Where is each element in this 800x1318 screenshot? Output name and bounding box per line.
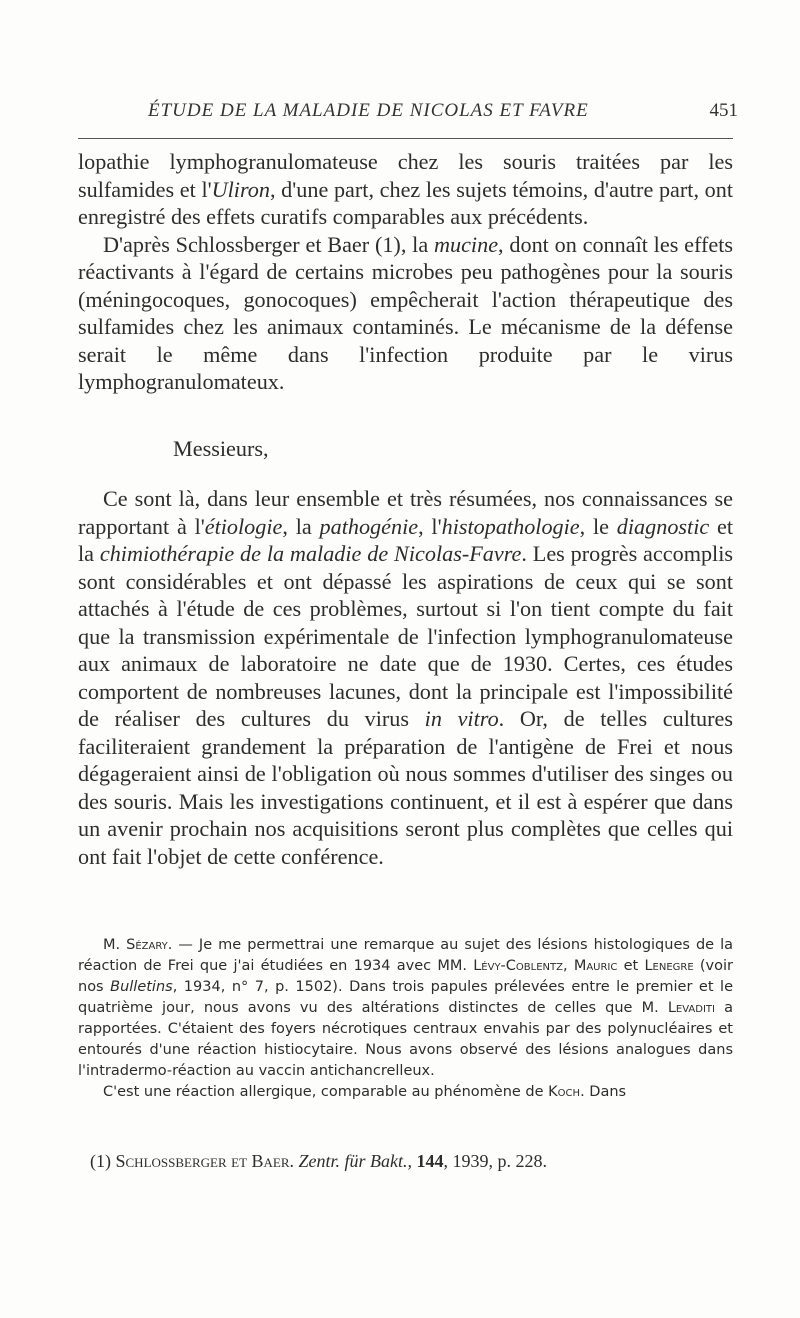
emphasis-etiologie: étiologie	[204, 513, 283, 539]
header-rule	[78, 138, 733, 139]
emphasis-mucine: mucine	[433, 231, 499, 257]
paragraph-2: D'après Schlossberger et Baer (1), la mucine, dont on connaît les effets réactivants à l'égard de certains microbes peu pathogènes pour la souris (méningocoques, gonocoques) empêcherait l'action thérapeutique des sulfamides chez les animaux contaminés. Le mécanisme de la défense serait le même dans l'infection produite par le virus lymphogranulomateux.	[78, 231, 733, 394]
name-levaditi: Levaditi	[667, 1000, 715, 1016]
footnote-volume: 144	[416, 1151, 444, 1171]
page-number: 451	[709, 100, 738, 121]
footnote-number: (1)	[90, 1151, 111, 1171]
name-lenegre: Lenegre	[644, 958, 694, 974]
running-title: ÉTUDE DE LA MALADIE DE NICOLAS ET FAVRE	[148, 100, 589, 121]
running-header	[78, 100, 738, 130]
name-koch: Koch	[548, 1084, 581, 1100]
footnote-rest: , 1939, p. 228.	[443, 1151, 548, 1171]
emphasis-histopathologie: histopathologie	[441, 513, 580, 539]
note-paragraph-2: C'est une réaction allergique, comparable au phénomène de Koch. Dans	[103, 1084, 627, 1100]
paragraph-3: Ce sont là, dans leur ensemble et très résumées, nos connaissances se rapportant à l'étiologie, la pathogénie, l'histopathologie, le diagnostic et la chimiothérapie de la maladie de Nicolas-Favre. Les progrès accomplis sont considérables et ont dépassé les aspirations de ceux qui se sont attachés à l'étude de ces problèmes, surtout si l'on tient compte du fait que la transmission expérimentale de l'infection lymphogranulomateuse aux animaux de laboratoire ne date que de 1930. Certes, ces études comportent de nombreuses lacunes, dont la principale est l'impossibilité de réaliser des cultures du virus in vitro. Or, de telles cultures faciliteraient grandement la préparation de l'antigène de Frei et nous dégageraient ainsi de l'obligation où nous sommes d'utiliser des singes ou des souris. Mais les investigations continuent, et il est à espérer que dans un avenir prochain nos acquisitions seront plus complètes que celles qui ont fait l'objet de cette conférence.	[78, 486, 734, 869]
emphasis-chimiotherapie: chimiothérapie de la maladie de Nicolas-Favre	[99, 541, 522, 566]
name-mauric: Mauric	[573, 958, 618, 974]
emphasis-uliron: Uliron	[211, 176, 270, 202]
note-paragraph-1: M. Sézary. — Je me permettrai une remarque au sujet des lésions histologiques de la réaction de Frei que j'ai étudiées en 1934 avec MM. Lévy-Coblentz, Mauric et Lenegre (voir nos Bulletins, 1934, n° 7, p. 1502). Dans trois papules prélevées entre le premier et le quatrième jour, nous avons vu des altérations distinctes de celles que M. Levaditi a rapportées. C'étaient des foyers nécrotiques centraux envahis par des polynucléaires et entourés d'une réaction histiocytaire. Nous avons observé des lésions analogues dans l'intradermo-réaction au vaccin antichancrelleux.	[78, 937, 734, 1079]
emphasis-diagnostic: diagnostic	[616, 513, 710, 539]
footnote	[78, 1149, 738, 1173]
discussion-note	[78, 935, 733, 1103]
name-levy-coblentz: Lévy-Coblentz	[473, 958, 563, 974]
salutation: Messieurs,	[173, 435, 269, 461]
footnote-authors: Schlossberger et Baer.	[115, 1151, 295, 1171]
footnote-journal: Zentr. für Bakt.,	[298, 1151, 413, 1171]
emphasis-pathogenie: pathogénie	[319, 513, 419, 539]
paragraph-1: lopathie lymphogranulomateuse chez les souris traitées par les sulfamides et l'Uliron, d'une part, chez les sujets témoins, d'autre part, ont enregistré des effets curatifs comparables aux précédents.	[78, 149, 733, 229]
emphasis-bulletins: Bulletins	[110, 979, 173, 995]
name-sezary: Sézary	[126, 937, 168, 953]
main-text	[78, 148, 733, 870]
emphasis-in-vitro: in vitro	[424, 706, 499, 731]
